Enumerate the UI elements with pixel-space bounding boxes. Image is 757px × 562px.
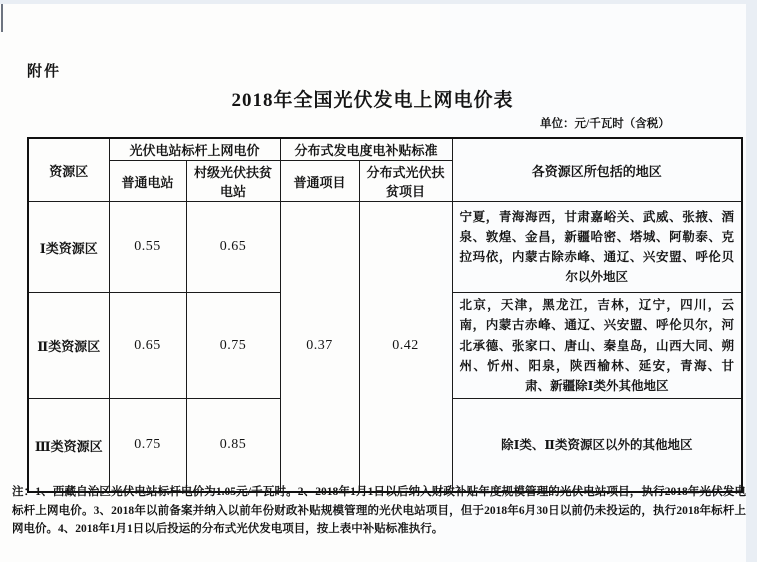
- header-benchmark-group: 光伏电站标杆上网电价: [109, 138, 280, 161]
- footnote-text: 注：1、西藏自治区光伏电站标杆电价为1.05元/千瓦时。2、2018年1月1日以后纳入财政补贴年度规模管理的光伏电站项目，执行2018年光伏发电标杆上网电价。3、2018年以前备案并纳入以前年份财政补贴规模管理的光伏电站项目，但于2018年6月30日以前仍未投运的，执行2018年标杆上网电价。4、2018年1月1日以后投运的分布式光伏发电项目，按上表中补贴标准执行。: [12, 486, 746, 535]
- header-resource-zone: 资源区: [28, 138, 109, 202]
- zone1-village-station-price: 0.65: [186, 202, 280, 293]
- attachment-label: 附件: [27, 64, 62, 80]
- header-subsidy-group: 分布式发电度电补贴标准: [280, 138, 452, 161]
- zone1-regions: 宁夏，青海海西，甘肃嘉峪关、武威、张掖、酒泉、敦煌、金昌，新疆哈密、塔城、阿勒泰、克拉玛依，内蒙古除赤峰、通辽、兴安盟、呼伦贝尔以外地区: [452, 202, 742, 293]
- header-ordinary-station: 普通电站: [109, 161, 186, 202]
- zone3-label: Ⅲ类资源区: [28, 399, 109, 492]
- subsidy-distributed-poverty-value: 0.42: [359, 202, 452, 492]
- document-title: 2018年全国光伏发电上网电价表: [231, 90, 514, 111]
- table-header-group-row: [28, 138, 742, 161]
- zone2-regions: 北京，天津，黑龙江，吉林，辽宁，四川，云南，内蒙古赤峰、通辽、兴安盟、呼伦贝尔，河北承德、张家口、唐山、秦皇岛，山西大同、朔州、忻州、阳泉，陕西榆林、延安，青海、甘肃、新疆除Ⅰ类外其他地区: [452, 293, 742, 399]
- scan-edge-top: [0, 0, 757, 4]
- zone3-regions: 除Ⅰ类、Ⅱ类资源区以外的其他地区: [452, 399, 742, 492]
- subsidy-ordinary-project-value: 0.37: [280, 202, 359, 492]
- unit-note: 单位：元/千瓦时（含税）: [540, 118, 670, 130]
- zone1-ordinary-station-price: 0.55: [109, 202, 186, 293]
- scan-edge-mark: [1, 4, 3, 32]
- zone2-village-station-price: 0.75: [186, 293, 280, 399]
- zone2-ordinary-station-price: 0.65: [109, 293, 186, 399]
- scan-edge-right: [746, 0, 757, 562]
- price-table: [27, 137, 743, 493]
- header-regions: 各资源区所包括的地区: [452, 138, 742, 202]
- header-distributed-poverty-project: 分布式光伏扶贫项目: [359, 161, 452, 202]
- table-row-zone1: [28, 202, 742, 293]
- zone2-label: Ⅱ类资源区: [28, 293, 109, 399]
- zone3-ordinary-station-price: 0.75: [109, 399, 186, 492]
- zone1-label: Ⅰ类资源区: [28, 202, 109, 293]
- header-village-poverty-station: 村级光伏扶贫电站: [186, 161, 280, 202]
- zone3-village-station-price: 0.85: [186, 399, 280, 492]
- header-ordinary-project: 普通项目: [280, 161, 359, 202]
